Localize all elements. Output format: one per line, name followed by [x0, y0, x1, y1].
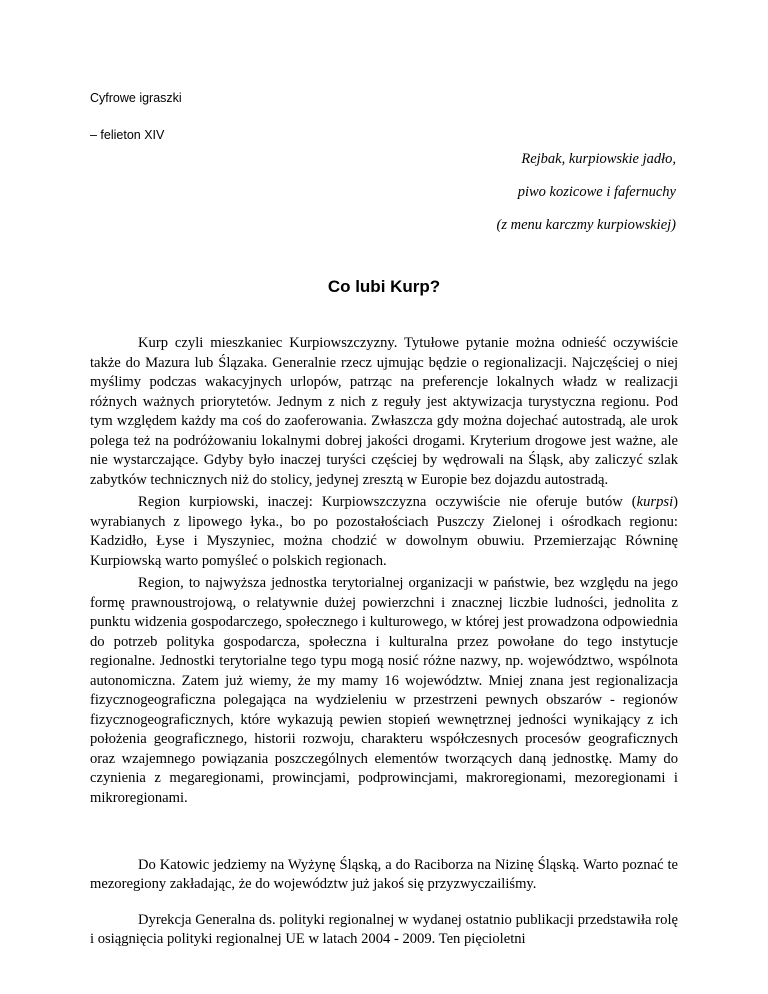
paragraph-5: Dyrekcja Generalna ds. polityki regionalnej w wydanej ostatnio publikacji przedstawiła rolę i osiągnięcia polityki regionalnej UE w latach 2004 - 2009. Ten pięcioletni — [90, 912, 678, 947]
column-series-title: Cyfrowe igraszki — [90, 91, 182, 105]
paragraph-3: Region, to najwyższa jednostka terytorialnej organizacji w państwie, bez względu na jego formę prawnoustrojową, o relatywnie dużej powierzchni i znacznej liczbie ludności, jednolita z punktu widzenia gospodarczego, społecznego i kulturowego, w której jest prowadzona odpowiednia do potrzeb polityka gospodarcza, społeczna i kulturalna przez powołane do tego instytucje regionalne. Jednostki terytorialne tego typu mogą nosić różne nazwy, np. województwo, wspólnota autonomiczna. Zatem już wiemy, że my mamy 16 województw. Mniej znana jest regionalizacja fizycznogeograficzna polegająca na wydzieleniu w przestrzeni pewnych obszarów - regionów fizycznogeograficznych, które wykazują pewien stopień wewnętrznej jedności wynikający z ich położenia geograficznego, historii rozwoju, charakteru współczesnych procesów geograficznych oraz wzajemnego powiązania poszczególnych elementów tworzących daną jednostkę. Mamy do czynienia z megaregionami, prowincjami, podprowincjami, makroregionami, mezoregionami i mikroregionami. — [90, 575, 678, 806]
paragraph-4: Do Katowic jedziemy na Wyżynę Śląską, a do Raciborza na Nizinę Śląską. Warto poznać te mezoregiony zakładając, że do województw już jakoś się przyzwyczailiśmy. — [90, 857, 678, 892]
paragraph-1: Kurp czyli mieszkaniec Kurpiowszczyzny. Tytułowe pytanie można odnieść oczywiście także do Mazura lub Ślązaka. Generalnie rzecz ujmując będzie o regionalizacji. Najczęściej o niej myślimy podczas wakacyjnych urlopów, patrząc na preferencje lokalnych władz w realizacji różnych ważnych priorytetów. Jednym z nich z reguły jest aktywizacja turystyczna regionu. Pod tym względem każdy ma coś do zaoferowania. Zwłaszcza gdy można dojechać autostradą, ale urok polega też na podróżowaniu lokalnymi dobrej jakości drogami. Kryterium drogowe jest ważne, ale nie wystarczające. Gdyby było inaczej turyści częściej by wędrowali na Śląsk, aby zaliczyć szlak zabytków technicznych niż do stolicy, jedynej zresztą w Europie bez dojazdu autostradą. — [90, 335, 678, 488]
epigraph-line-2: piwo kozicowe i fafernuchy — [517, 184, 676, 200]
paragraph-2-text-b: ) wyrabianych z lipowego łyka., bo po pozostałościach Puszczy Zielonej i ośrodkach regionu: Kadzidło, Łyse i Myszyniec, można chodzić w dowolnym obuwiu. Przemierzając Równinę Kurpiowską warto pomyśleć o polskich regionach. — [90, 494, 678, 569]
paragraph-2-text-a: Region kurpiowski, inaczej: Kurpiowszczyzna oczywiście nie oferuje butów ( — [138, 494, 637, 510]
epigraph-line-1: Rejbak, kurpiowskie jadło, — [521, 151, 676, 167]
column-subtitle: – felieton XIV — [90, 128, 165, 142]
article-title: Co lubi Kurp? — [327, 277, 441, 296]
epigraph-source: (z menu karczmy kurpiowskiej) — [496, 217, 676, 233]
paragraph-2-italic-term: kurpsi — [636, 494, 674, 510]
paragraph-2 — [90, 493, 678, 571]
